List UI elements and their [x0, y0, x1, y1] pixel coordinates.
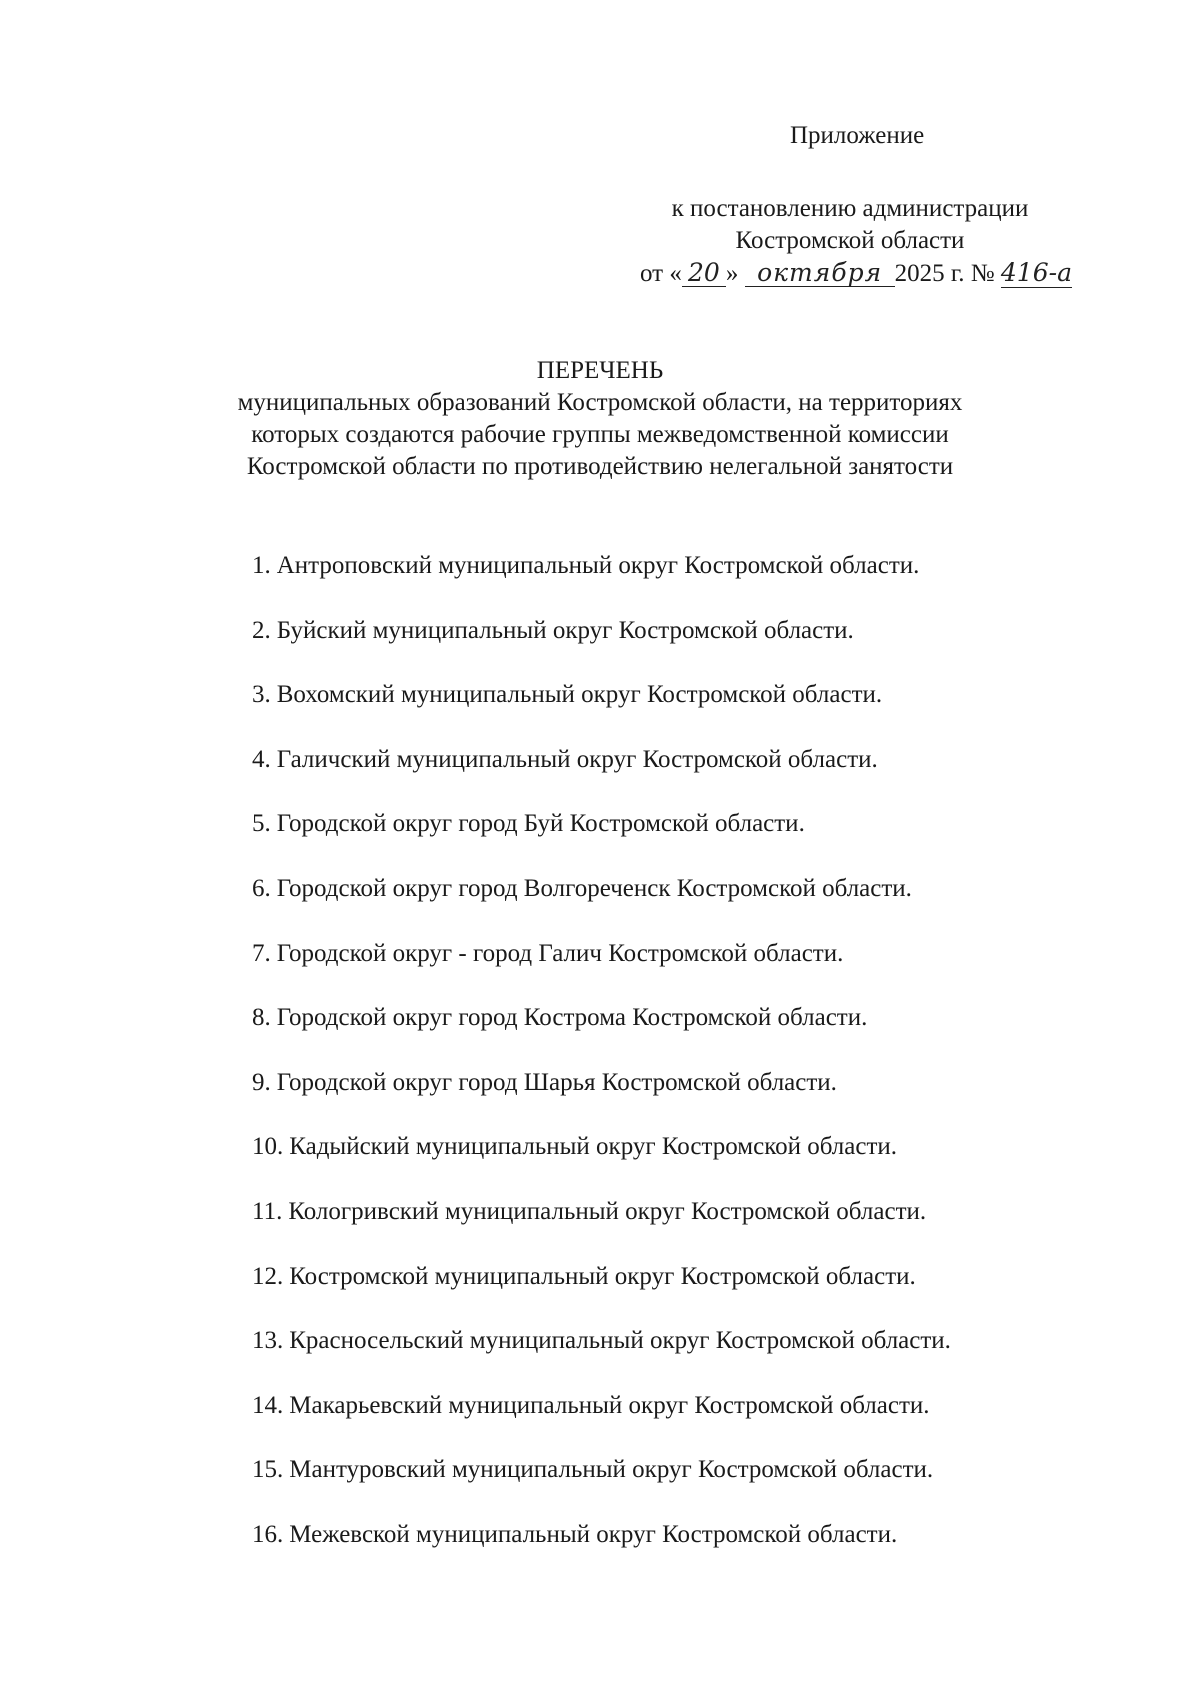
- municipality-list: [252, 550, 951, 1584]
- list-item-number: 10.: [252, 1133, 284, 1161]
- list-item: [252, 1519, 951, 1584]
- list-item-text: Кологривский муниципальный округ Костромской области.: [288, 1197, 927, 1225]
- list-item-text: Красносельский муниципальный округ Костромской области.: [289, 1327, 951, 1355]
- date-quote-close: »: [725, 260, 739, 287]
- list-item-text: Буйский муниципальный округ Костромской области.: [276, 616, 854, 644]
- list-item: [252, 1131, 951, 1196]
- list-item: [252, 615, 951, 680]
- list-item: [252, 744, 951, 809]
- list-item-text: Кадыйский муниципальный округ Костромской области.: [289, 1133, 898, 1161]
- handwritten-month: октября: [745, 260, 895, 287]
- list-item-number: 15.: [252, 1456, 284, 1484]
- decree-date-line: [640, 258, 1101, 290]
- list-item: [252, 679, 951, 744]
- list-item: [252, 1067, 951, 1132]
- date-prefix: от «: [640, 260, 682, 287]
- list-item-number: 2.: [252, 616, 271, 644]
- list-item-text: Межевской муниципальный округ Костромской области.: [289, 1520, 898, 1548]
- list-item-number: 9.: [252, 1068, 271, 1096]
- document-title: [180, 355, 1020, 483]
- list-item-number: 8.: [252, 1004, 271, 1032]
- list-item-text: Вохомский муниципальный округ Костромской области.: [276, 681, 883, 709]
- list-item-number: 5.: [252, 810, 271, 838]
- decree-line-2: Костромской области: [735, 227, 965, 254]
- list-item: [252, 938, 951, 1003]
- title-heading: ПЕРЕЧЕНЬ: [536, 357, 664, 384]
- title-line-2: которых создаются рабочие группы межведомственной комиссии: [251, 421, 949, 448]
- handwritten-decree-number: [1001, 260, 1101, 286]
- list-item: [252, 873, 951, 938]
- appendix-label: Приложение: [790, 122, 925, 149]
- list-item-text: Костромской муниципальный округ Костромской области.: [289, 1262, 916, 1290]
- list-item-text: Мантуровский муниципальный округ Костромской области.: [289, 1456, 934, 1484]
- list-item-number: 11.: [252, 1197, 283, 1225]
- list-item: [252, 808, 951, 873]
- list-item-number: 6.: [252, 874, 271, 902]
- title-line-3: Костромской области по противодействию нелегальной занятости: [246, 453, 954, 480]
- list-item-text: Городской округ город Кострома Костромской области.: [276, 1004, 868, 1032]
- decree-reference: [620, 193, 1080, 257]
- list-item-number: 13.: [252, 1327, 284, 1355]
- list-item: [252, 1002, 951, 1067]
- date-year: 2025 г. №: [894, 260, 995, 287]
- decree-number-value: 416-а: [1000, 258, 1072, 287]
- list-item-number: 14.: [252, 1391, 284, 1419]
- list-item-number: 3.: [252, 681, 271, 709]
- list-item-text: Городской округ - город Галич Костромской области.: [276, 939, 844, 967]
- title-line-1: муниципальных образований Костромской области, на территориях: [237, 389, 963, 416]
- list-item-text: Галичский муниципальный округ Костромской области.: [276, 745, 878, 773]
- list-item-text: Городской округ город Шарья Костромской области.: [276, 1068, 837, 1096]
- list-item-number: 16.: [252, 1520, 284, 1548]
- list-item-text: Городской округ город Буй Костромской области.: [276, 810, 805, 838]
- list-item-number: 7.: [252, 939, 271, 967]
- list-item-number: 1.: [252, 552, 271, 579]
- list-item: [252, 550, 951, 615]
- list-item-number: 12.: [252, 1262, 284, 1290]
- list-item-number: 4.: [252, 745, 271, 773]
- handwritten-day: 20: [682, 260, 726, 287]
- list-item-text: Антроповский муниципальный округ Костромской области.: [276, 552, 920, 579]
- list-item: [252, 1325, 951, 1390]
- list-item: [252, 1261, 951, 1326]
- decree-line-1: к постановлению администрации: [671, 195, 1029, 222]
- list-item-text: Городской округ город Волгореченск Костромской области.: [276, 874, 912, 902]
- list-item: [252, 1196, 951, 1261]
- list-item-text: Макарьевский муниципальный округ Костромской области.: [289, 1391, 930, 1419]
- list-item: [252, 1454, 951, 1519]
- list-item: [252, 1390, 951, 1455]
